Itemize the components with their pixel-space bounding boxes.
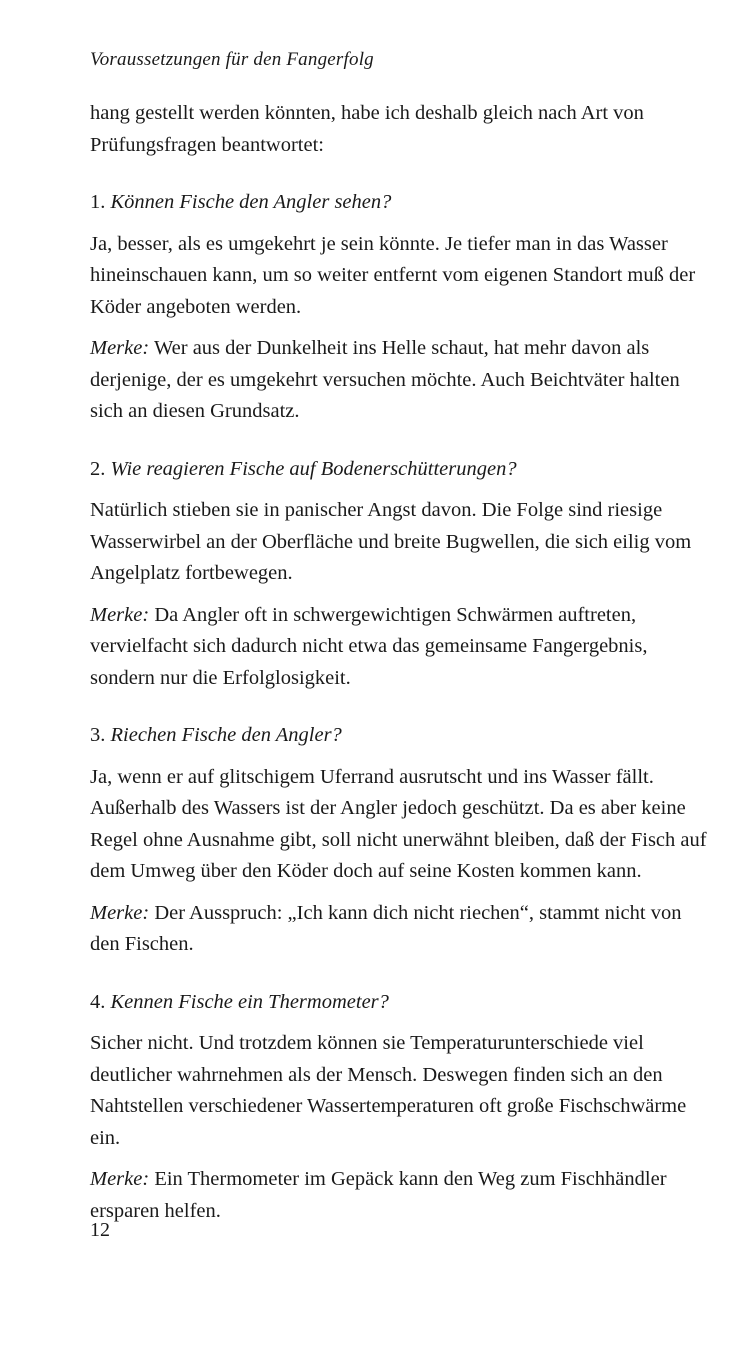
merke-label: Merke: <box>90 901 150 924</box>
question-heading <box>90 187 712 219</box>
section-1 <box>90 187 712 428</box>
merke-text: Wer aus der Dunkelheit ins Helle schaut, hat mehr davon als derjenige, der es umgekehrt versuchen möchte. Auch Beichtväter halten sich an diesen Grundsatz. <box>90 337 680 422</box>
merke-label: Merke: <box>90 1168 150 1190</box>
question-heading <box>90 454 712 486</box>
answer-paragraph: Ja, wenn er auf glitschigem Uferrand ausrutscht und ins Wasser fällt. Außerhalb des Wassers ist der Angler jedoch geschützt. Da es aber keine Regel ohne Ausnahme gibt, soll nicht unerwähnt bleiben, daß der Fisch auf dem Umweg über den Köder doch auf seine Kosten kommen kann. <box>90 765 707 882</box>
question-text: Riechen Fische den Angler? <box>110 724 342 746</box>
merke-paragraph <box>90 898 712 961</box>
question-number: 2. <box>90 457 106 480</box>
section-2 <box>90 454 712 695</box>
question-text: Wie reagieren Fische auf Bodenerschütterungen? <box>110 457 517 480</box>
question-heading <box>90 720 712 752</box>
merke-label: Merke: <box>90 603 150 626</box>
merke-paragraph <box>90 600 712 695</box>
merke-text: Der Ausspruch: „Ich kann dich nicht riechen“, stammt nicht von den Fischen. <box>90 901 682 955</box>
question-heading <box>90 987 712 1019</box>
answer-paragraph: Sicher nicht. Und trotzdem können sie Temperaturunterschiede viel deutlicher wahrnehmen als der Mensch. Deswegen finden sich an den Nahtstellen verschiedener Wassertemperaturen oft große Fischschwärme ein. <box>90 1032 687 1149</box>
section-4 <box>90 987 712 1228</box>
intro-paragraph: hang gestellt werden könnten, habe ich deshalb gleich nach Art von Prüfungsfragen beantwortet: <box>90 102 644 156</box>
question-number: 4. <box>90 990 106 1013</box>
merke-text: Ein Thermometer im Gepäck kann den Weg zum Fischhändler ersparen helfen. <box>90 1168 667 1222</box>
running-head: Voraussetzungen für den Fangerfolg <box>90 49 374 70</box>
answer-paragraph: Ja, besser, als es umgekehrt je sein könnte. Je tiefer man in das Wasser hineinschauen kann, um so weiter entfernt vom eigenen Standort muß der Köder angeboten werden. <box>90 232 696 318</box>
merke-label: Merke: <box>90 337 150 359</box>
merke-paragraph <box>90 333 712 428</box>
question-number: 3. <box>90 724 106 746</box>
section-3 <box>90 720 712 961</box>
question-number: 1. <box>90 191 106 213</box>
merke-text: Da Angler oft in schwergewichtigen Schwärmen auftreten, vervielfacht sich dadurch nicht etwa das gemeinsame Fangergebnis, sondern nur die Erfolglosigkeit. <box>90 603 648 689</box>
answer-paragraph: Natürlich stieben sie in panischer Angst davon. Die Folge sind riesige Wasserwirbel an der Oberfläche und breite Bugwellen, die sich eilig vom Angelplatz fortbewegen. <box>90 499 692 584</box>
page-number: 12 <box>90 1219 110 1241</box>
question-text: Kennen Fische ein Thermometer? <box>110 990 389 1013</box>
book-page <box>90 48 712 1227</box>
merke-paragraph <box>90 1164 712 1227</box>
question-text: Können Fische den Angler sehen? <box>110 191 392 213</box>
